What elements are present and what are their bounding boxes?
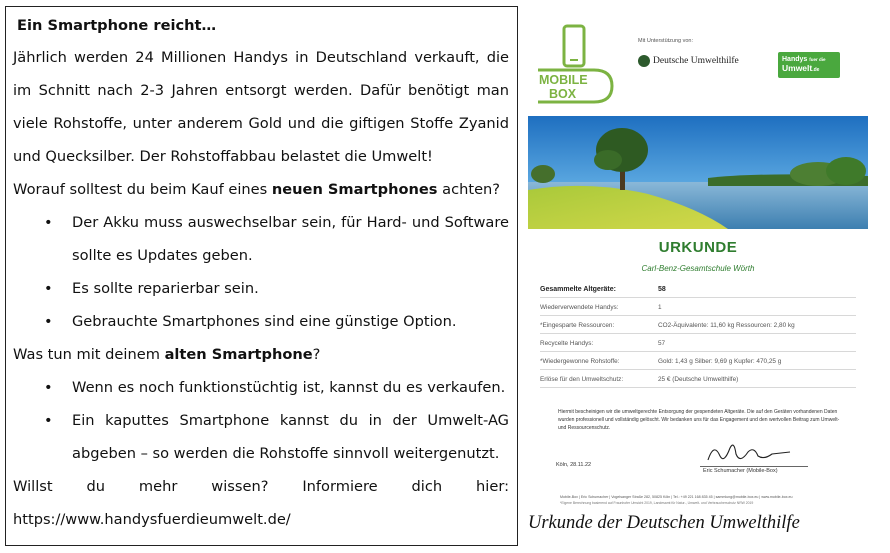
textbox-title: Ein Smartphone reicht… [17,17,217,34]
duh-emblem-icon [638,55,650,67]
question-text: Was tun mit deinem [13,346,165,363]
row-divider [540,351,856,352]
question-text: Worauf solltest du beim Kauf eines [13,181,272,198]
image-caption: Urkunde der Deutschen Umwelthilfe [528,513,800,533]
hfu-text-1: Handys [782,56,808,63]
logo-text-2: BOX [549,87,577,101]
bullet-broken [13,404,509,437]
row-divider [540,387,856,388]
hfu-text-2: Umwelt [782,63,813,73]
more-info-line: Willst du mehr wissen? Informiere dich hier: [13,478,509,495]
row-divider [540,315,856,316]
bullet-sell [13,371,509,404]
bullet-battery-cont [13,239,509,272]
footer-address: Mobile-Box | Eric Schumacher | Vogelsanger Straße 282, 50825 Köln | Tel.: +49 221 168 835 45 | sammlung@mobile-box.eu | www.mobile-box.eu [560,495,793,499]
signature-icon [700,438,796,468]
row-value: CO2-Äquivalente: 11,60 kg Ressourcen: 2,80 kg [658,322,795,329]
row-divider [540,369,856,370]
row-value: 1 [658,304,662,311]
row-label: Gesammelte Altgeräte: [540,286,616,293]
duh-logo [638,54,748,72]
footer-source: *Eigene Berechnung basierend auf Fraunhofer Umsicht 2019, Landesamt für Natur-, Umwelt- und Verbraucherschutz NRW 2019 [560,501,754,505]
question-old-phone [13,338,509,371]
intro-line-4: und Quecksilber. Der Rohstoffabbau belastet die Umwelt! [13,148,433,165]
question-text-end: achten? [437,181,501,198]
row-label: Wiederverwendete Handys: [540,304,619,311]
bullet-icon: • [44,280,53,297]
mobile-box-logo [534,20,616,106]
signature-line [700,466,808,467]
bullet-text: sollte es Updates geben. [72,247,253,264]
bullet-used [13,305,509,338]
bullet-text: Der Akku muss auswechselbar sein, für Hard- und Software [72,214,509,231]
support-label: Mit Unterstützung von: [638,38,694,44]
duh-name: Deutsche Umwelthilfe [653,56,739,66]
info-textbox [5,6,518,546]
hfu-text-small: fuer die [809,57,826,62]
landscape-photo [528,116,868,229]
intro-line-2: im Schnitt nach 2-3 Jahren entsorgt werden. Dafür benötigt man [13,82,509,99]
question-bold: neuen Smartphones [271,181,438,198]
bullet-broken-cont [13,437,509,470]
bullet-battery [13,206,509,239]
info-url[interactable]: https://www.handysfuerdieumwelt.de/ [13,511,291,528]
signer-name: Eric Schumacher (Mobile-Box) [703,468,778,474]
certificate-title: URKUNDE [658,239,738,256]
bullet-icon: • [44,313,53,330]
bullet-text: Ein kaputtes Smartphone kannst du in der Umwelt-AG [72,412,509,429]
question-new-phone [13,173,509,206]
hfu-text-suffix: .de [812,67,820,73]
row-label: *Wiedergewonne Rohstoffe: [540,358,620,365]
phone-logo-icon [534,20,616,106]
bullet-text: Gebrauchte Smartphones sind eine günstige Option. [72,313,457,330]
row-value: 25 € (Deutsche Umwelthilfe) [658,376,739,383]
question-text-end: ? [312,346,321,363]
row-divider [540,297,856,298]
row-value: Gold: 1,43 g Silber: 9,69 g Kupfer: 470,25 g [658,358,782,365]
bullet-icon: • [44,412,53,429]
bullet-text: Es sollte reparierbar sein. [72,280,259,297]
row-label: *Eingesparte Ressourcen: [540,322,615,329]
handys-fuer-die-umwelt-logo [778,52,840,78]
bullet-icon: • [44,379,53,396]
place-date: Köln, 28.11.22 [556,462,592,468]
row-value: 58 [658,286,666,293]
row-divider [540,333,856,334]
intro-line-3: viele Rohstoffe, unter anderem Gold und die giftigen Stoffe Zyanid [13,115,509,132]
intro-line-1: Jährlich werden 24 Millionen Handys in Deutschland verkauft, die [13,49,509,66]
school-name: Carl-Benz-Gesamtschule Wörth [641,264,755,273]
bullet-repairable [13,272,509,305]
certificate [528,6,868,506]
question-bold: alten Smartphone [164,346,313,363]
certificate-note: Hiermit bescheinigen wir die umweltgerechte Entsorgung der gespendeten Altgeräte. Die auf den Geräten vorhandenen Daten wurden professionell und vollständig gelöscht. Wir bedanken uns für das Engagement und den wertvollen Beitrag zum Umwelt- und Ressourcenschutz. [558,409,840,431]
bullet-icon: • [44,214,53,231]
row-label: Erlöse für den Umweltschutz: [540,376,624,383]
row-label: Recycelte Handys: [540,340,594,347]
bullet-text: Wenn es noch funktionstüchtig ist, kannst du es verkaufen. [72,379,506,396]
row-value: 57 [658,340,666,347]
landscape-image [528,116,868,229]
bullet-text: abgeben – so werden die Rohstoffe sinnvoll weitergenutzt. [72,445,500,462]
logo-text-1: MOBILE [539,73,588,87]
